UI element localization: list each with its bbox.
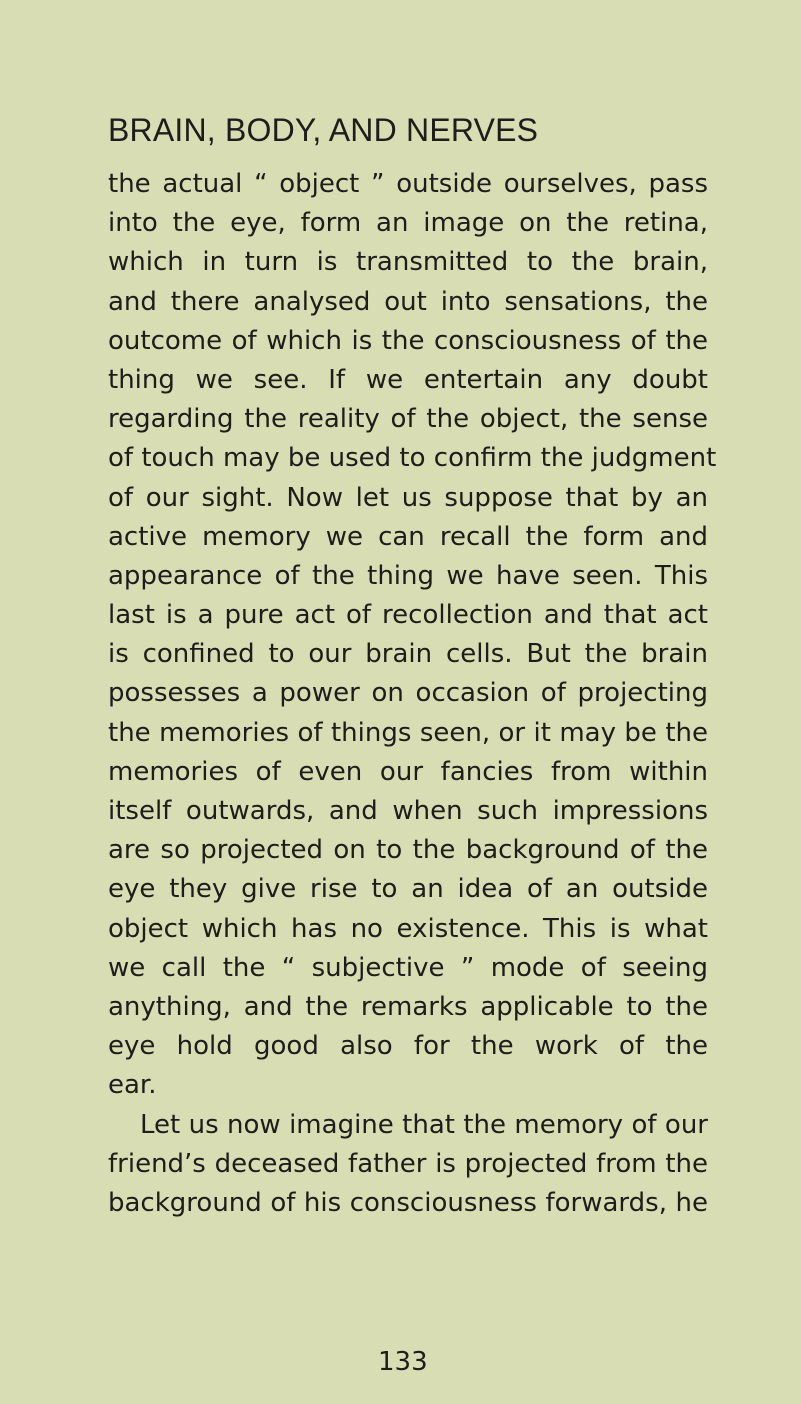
text-line: of our sight. Now let us suppose that by an [108, 482, 708, 513]
text-line: and there analysed out into sensations, the [108, 286, 708, 317]
text-line: object which has no existence. This is what [108, 913, 708, 944]
text-line: eye they give rise to an idea of an outside [108, 874, 708, 905]
text-line: are so projected on to the background of the [108, 835, 708, 866]
text-line: itself outwards, and when such impressions [108, 796, 708, 826]
text-line: the memories of things seen, or it may be the [108, 717, 708, 748]
text-line: the actual “ object ” outside ourselves, pass [108, 169, 708, 199]
text-line: anything, and the remarks applicable to the [108, 991, 708, 1022]
page-number: 133 [378, 1347, 428, 1377]
body-text [108, 165, 717, 1223]
text-line: thing we see. If we entertain any doubt [108, 364, 708, 395]
text-line: memories of even our fancies from within [108, 756, 708, 787]
text-line: eye hold good also for the work of the [108, 1031, 708, 1062]
text-line: into the eye, form an image on the retina, [108, 208, 708, 239]
text-line: ear. [108, 1070, 157, 1101]
text-line: friend’s deceased father is projected from the [108, 1148, 708, 1179]
running-head: BRAIN, BODY, AND NERVES [108, 112, 539, 148]
text-line: of touch may be used to confirm the judgment [108, 443, 717, 474]
text-line: active memory we can recall the form and [108, 521, 708, 552]
text-line: outcome of which is the consciousness of the [108, 325, 708, 356]
text-line: last is a pure act of recollection and that act [108, 600, 708, 631]
text-line: possesses a power on occasion of projecting [108, 678, 708, 709]
text-line: Let us now imagine that the memory of our [140, 1109, 708, 1140]
text-line: which in turn is transmitted to the brain, [108, 247, 708, 278]
text-line: background of his consciousness forwards, he [108, 1187, 708, 1218]
text-line: regarding the reality of the object, the sense [108, 404, 708, 435]
text-line: is confined to our brain cells. But the brain [108, 639, 708, 670]
text-line: we call the “ subjective ” mode of seeing [108, 952, 708, 983]
text-line: appearance of the thing we have seen. This [108, 560, 708, 591]
